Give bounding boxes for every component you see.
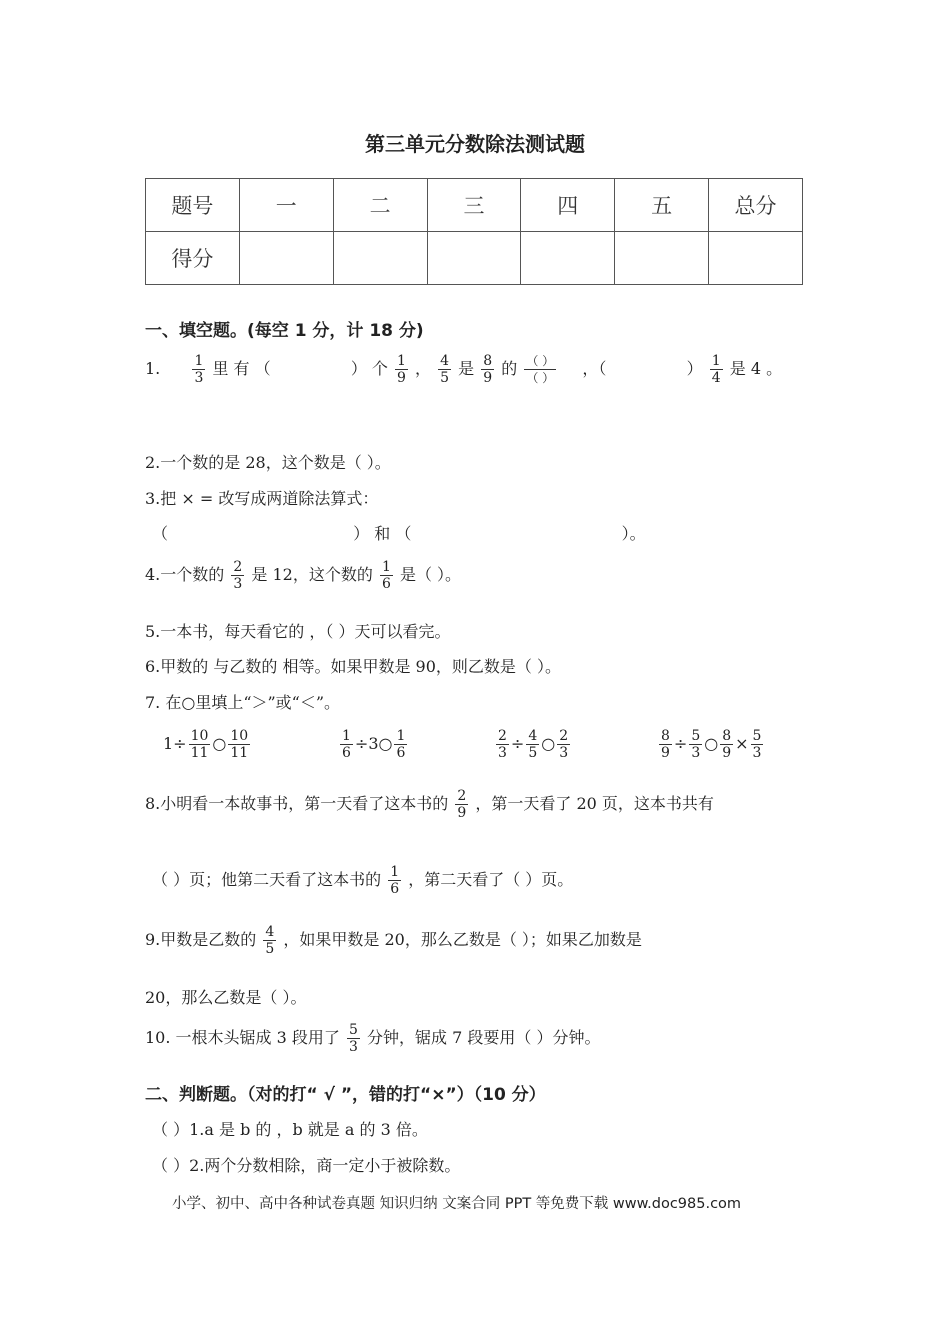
numerator: 10	[230, 728, 249, 744]
q4-text: 是 12，这个数的	[251, 565, 373, 584]
compare-item-3	[494, 728, 572, 761]
denominator: 5	[265, 941, 275, 957]
section2-heading: 二、判断题。（对的打“ √ ”，错的打“×”）（10 分）	[145, 1085, 546, 1105]
fraction	[481, 353, 494, 386]
q1-text: ，	[415, 359, 432, 378]
numerator: 1	[342, 728, 351, 744]
denominator: 3	[194, 370, 204, 386]
score-cell[interactable]	[333, 232, 427, 285]
footer-text: 小学、初中、高中各种试卷真题 知识归纳 文案合同 PPT 等免费下载 www.doc985.com	[172, 1196, 742, 1212]
header-cell: 三	[427, 179, 521, 232]
header-cell: 五	[615, 179, 709, 232]
question-9-cont: 20，那么乙数是（ ）。	[145, 988, 307, 1007]
q1-text: ） 个	[350, 359, 388, 378]
numerator: 2	[559, 728, 569, 744]
numerator: 8	[722, 728, 732, 744]
question-1	[145, 353, 782, 386]
section1-heading: 一、填空题。(每空 1 分，计 18 分)	[145, 321, 424, 341]
q1-number: 1.	[145, 359, 161, 378]
fraction	[228, 728, 250, 761]
denominator: 6	[381, 576, 391, 592]
q8-text: 8.小明看一本故事书，第一天看了这本书的	[145, 794, 449, 813]
denominator: 9	[483, 370, 493, 386]
score-cell[interactable]	[427, 232, 521, 285]
q1-text: 的	[501, 359, 518, 378]
expr-text: ×	[735, 734, 749, 753]
judge-item-2[interactable]: （ ）2.两个分数相除，商一定小于被除数。	[152, 1156, 461, 1175]
numerator: 4	[265, 924, 275, 940]
score-cell[interactable]	[709, 232, 803, 285]
fraction	[388, 864, 401, 897]
row-label: 得分	[146, 232, 240, 285]
compare-item-1	[163, 728, 252, 761]
question-8-cont	[152, 864, 573, 897]
fraction	[395, 353, 408, 386]
score-table-header-row	[146, 179, 803, 232]
denominator: 3	[752, 745, 762, 761]
judge-item-1[interactable]: （ ）1.a 是 b 的 ，b 就是 a 的 3 倍。	[152, 1120, 428, 1139]
q9-text: 9.甲数是乙数的	[145, 930, 257, 949]
fraction	[455, 788, 468, 821]
denominator: 9	[397, 370, 406, 386]
fraction	[557, 728, 570, 761]
denominator: 3	[348, 1039, 358, 1055]
numerator: 1	[194, 353, 204, 369]
header-cell: 四	[521, 179, 615, 232]
header-cell: 二	[333, 179, 427, 232]
denominator: 9	[457, 805, 467, 821]
q3-text: （	[152, 524, 169, 543]
denominator: （ ）	[526, 371, 555, 385]
expr-text: ÷	[510, 734, 525, 753]
header-cell: 总分	[709, 179, 803, 232]
question-6: 6.甲数的 与乙数的 相等。如果甲数是 90，则乙数是（ ）。	[145, 657, 561, 676]
q8-text: ，第二天看了（ ）页。	[408, 870, 574, 889]
numerator: 1	[711, 353, 721, 369]
question-8	[145, 788, 714, 821]
numerator: 8	[661, 728, 670, 744]
q10-text: 分钟，锯成 7 段要用（ ）分钟。	[367, 1028, 601, 1047]
question-7: 7. 在○里填上“＞”或“＜”。	[145, 693, 341, 712]
denominator: 9	[661, 745, 670, 761]
header-cell: 一	[239, 179, 333, 232]
q4-text: 4.一个数的	[145, 565, 225, 584]
compare-item-4	[657, 728, 765, 761]
q1-text: 里 有 （	[212, 359, 271, 378]
fraction	[751, 728, 764, 761]
question-2: 2.一个数的是 28，这个数是（ ）。	[145, 453, 391, 472]
q1-text: ）	[686, 359, 703, 378]
expr-text: ÷3○	[354, 734, 393, 753]
fraction	[720, 728, 733, 761]
denominator: 3	[559, 745, 569, 761]
page-title: 第三单元分数除法测试题	[365, 132, 585, 156]
q3-text: ）。	[621, 524, 646, 543]
fraction	[192, 353, 205, 386]
score-cell[interactable]	[615, 232, 709, 285]
numerator: 1	[381, 559, 391, 575]
q8-text: ，第一天看了 20 页，这本书共有	[475, 794, 714, 813]
fraction	[394, 728, 407, 761]
numerator: 2	[498, 728, 507, 744]
expr-text: 1÷	[163, 734, 187, 753]
question-4	[145, 559, 461, 592]
fraction	[659, 728, 672, 761]
header-cell: 题号	[146, 179, 240, 232]
score-table	[145, 178, 803, 285]
numerator: 2	[233, 559, 243, 575]
denominator: 3	[691, 745, 701, 761]
compare-circle[interactable]: ○	[212, 734, 227, 753]
question-3: 3.把 × = 改写成两道除法算式：	[145, 489, 379, 508]
fraction	[380, 559, 393, 592]
denominator: 6	[390, 881, 400, 897]
score-cell[interactable]	[521, 232, 615, 285]
numerator: 1	[390, 864, 400, 880]
numerator: 4	[528, 728, 538, 744]
fraction	[438, 353, 451, 386]
denominator: 5	[440, 370, 450, 386]
denominator: 6	[342, 745, 351, 761]
fraction	[347, 1022, 360, 1055]
q4-text: 是（ ）。	[399, 565, 462, 584]
denominator: 5	[528, 745, 538, 761]
q1-text: 是 4 。	[729, 359, 783, 378]
q1-text: ，（	[582, 359, 607, 378]
denominator: 3	[233, 576, 243, 592]
numerator: 1	[396, 728, 406, 744]
numerator: 8	[483, 353, 493, 369]
denominator: 9	[722, 745, 732, 761]
fraction	[189, 728, 211, 761]
fraction-blank[interactable]	[524, 353, 556, 386]
fraction	[710, 353, 723, 386]
numerator: 5	[752, 728, 762, 744]
question-9	[145, 924, 642, 957]
question-5: 5.一本书，每天看它的 ，（ ）天可以看完。	[145, 622, 451, 641]
numerator: 5	[691, 728, 701, 744]
fraction	[526, 728, 539, 761]
question-3-answers	[152, 521, 646, 544]
fraction	[496, 728, 509, 761]
fraction	[689, 728, 702, 761]
q3-text: ） 和 （	[353, 524, 412, 543]
question-10	[145, 1022, 600, 1055]
expr-text: ÷	[673, 734, 688, 753]
q10-text: 10. 一根木头锯成 3 段用了	[145, 1028, 340, 1047]
score-cell[interactable]	[239, 232, 333, 285]
fraction	[263, 924, 276, 957]
fraction	[231, 559, 244, 592]
q8-text: （ ）页；他第二天看了这本书的	[152, 870, 382, 889]
denominator: 4	[711, 370, 721, 386]
compare-item-2	[338, 728, 409, 761]
numerator: 2	[457, 788, 467, 804]
denominator: 11	[230, 745, 249, 761]
denominator: 3	[498, 745, 507, 761]
fraction	[340, 728, 353, 761]
compare-circle[interactable]: ○	[704, 734, 719, 753]
numerator: （ ）	[526, 354, 555, 368]
denominator: 11	[190, 745, 209, 761]
numerator: 5	[348, 1022, 358, 1038]
compare-circle[interactable]: ○	[541, 734, 556, 753]
q9-text: ，如果甲数是 20，那么乙数是（ ）；如果乙加数是	[283, 930, 642, 949]
score-table-score-row	[146, 232, 803, 285]
denominator: 6	[396, 745, 406, 761]
numerator: 1	[397, 353, 406, 369]
numerator: 4	[440, 353, 450, 369]
q1-text: 是	[458, 359, 475, 378]
numerator: 10	[190, 728, 209, 744]
